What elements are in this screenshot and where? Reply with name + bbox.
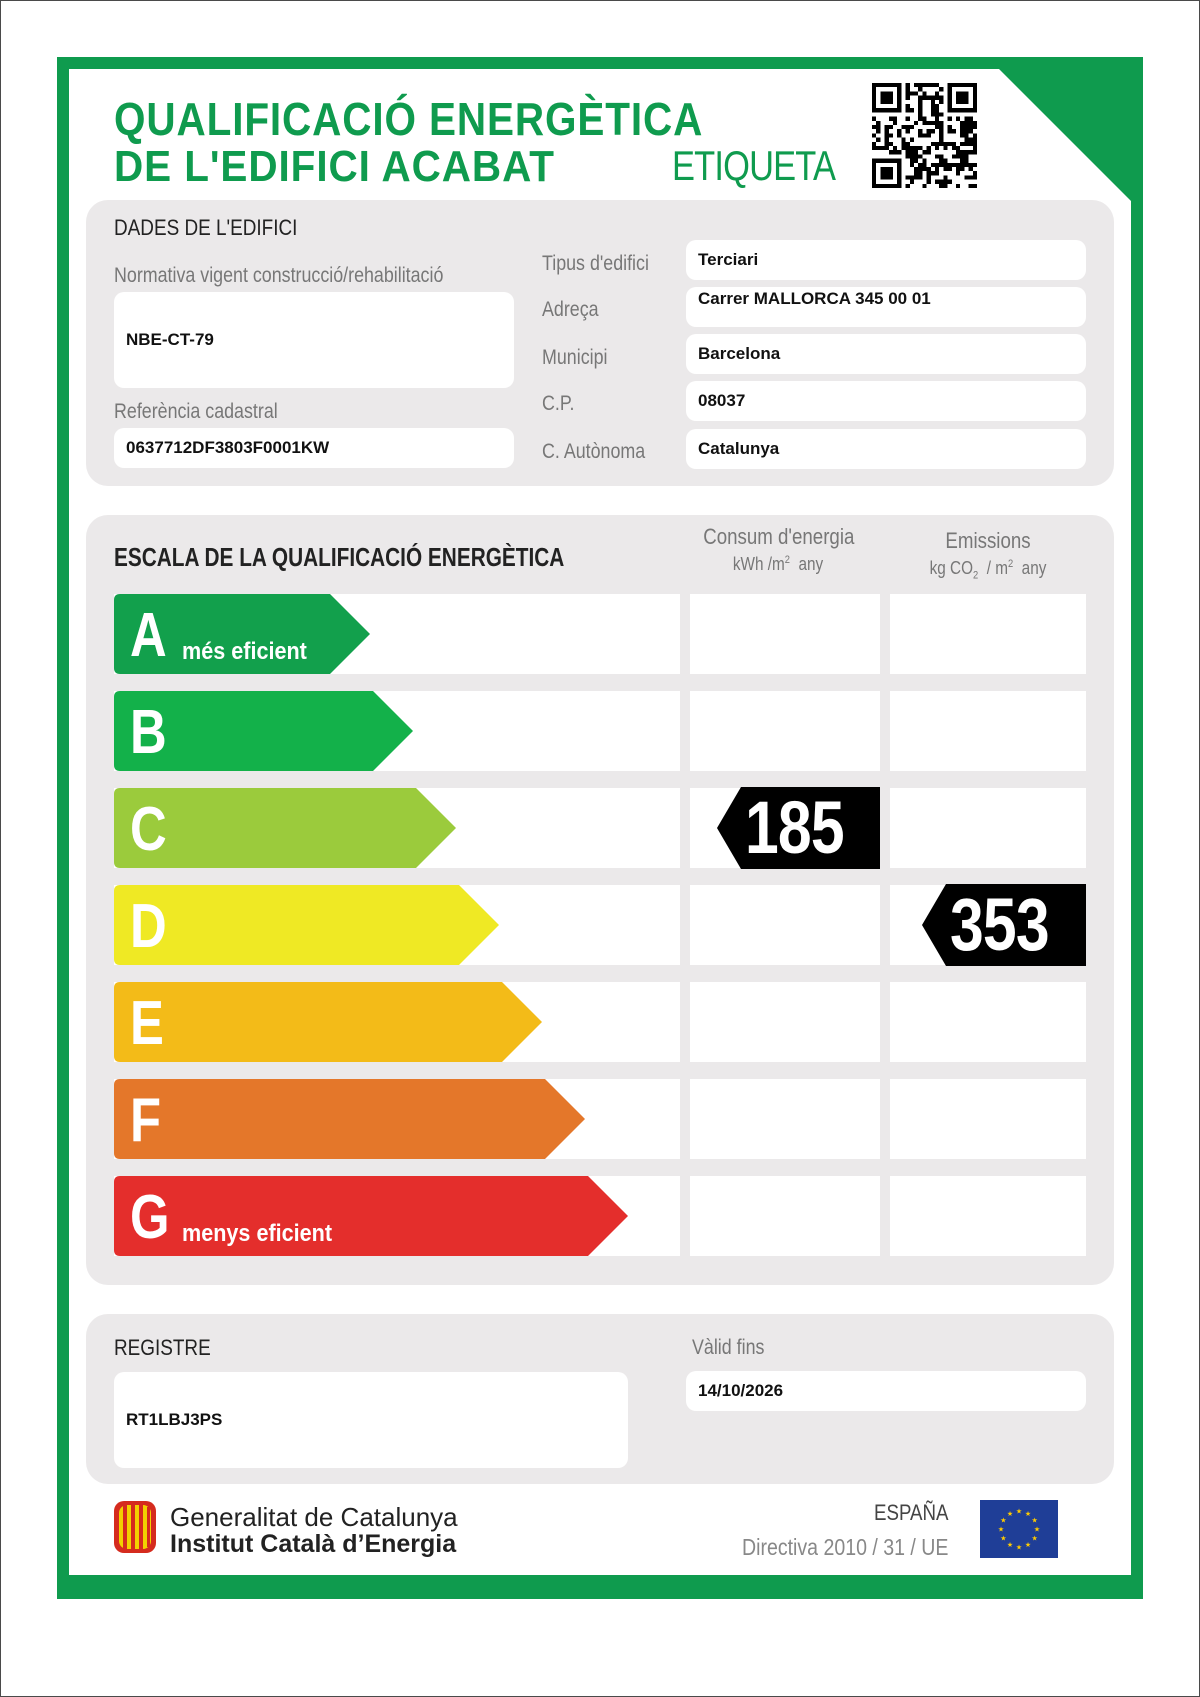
municipi-field: Barcelona [686, 334, 1086, 374]
class-letter-c: C [130, 795, 167, 864]
referencia-label: Referència cadastral [114, 400, 278, 423]
cp-field: 08037 [686, 381, 1086, 421]
svg-text:★: ★ [1006, 1509, 1014, 1518]
emissions-cell-f [890, 1079, 1086, 1159]
class-letter-g: G [130, 1183, 170, 1252]
class-letter-b: B [130, 698, 167, 767]
consum-cell-a [690, 594, 880, 674]
emissions-cell-a [890, 594, 1086, 674]
svg-text:★: ★ [1033, 1525, 1041, 1534]
normativa-field: NBE-CT-79 [114, 292, 514, 388]
scale-title: ESCALA DE LA QUALIFICACIÓ ENERGÈTICA [114, 542, 565, 572]
registre-title: REGISTRE [114, 1335, 211, 1360]
svg-text:★: ★ [1024, 1509, 1032, 1518]
autonoma-field: Catalunya [686, 429, 1086, 469]
class-letter-f: F [130, 1086, 162, 1155]
class-letter-e: E [130, 989, 164, 1058]
emissions-header [890, 528, 1086, 582]
emissions-unit: kg $CO_2 / m^2$ any [929, 558, 1047, 582]
consum-cell-f [690, 1079, 880, 1159]
consum-cell-g [690, 1176, 880, 1256]
consum-cell-e [690, 982, 880, 1062]
class-arrow-e [114, 982, 542, 1062]
class-letter-a: A [130, 601, 167, 670]
emissions-cell-g [890, 1176, 1086, 1256]
consum-header [690, 524, 866, 575]
emissions-cell-b [890, 691, 1086, 771]
title-line1: QUALIFICACIÓ ENERGÈTICA [114, 93, 704, 145]
emissions-value-tag [922, 884, 1086, 966]
municipi-label: Municipi [542, 346, 608, 369]
emissions-header-text: Emissions [945, 528, 1031, 553]
qr-code[interactable] [872, 83, 977, 188]
svg-text:★: ★ [1024, 1541, 1032, 1550]
class-arrow-d [114, 885, 499, 965]
consum-unit: kWh $/m^2$ any [732, 554, 824, 574]
eu-flag-icon [980, 1500, 1058, 1558]
svg-text:★: ★ [997, 1525, 1005, 1534]
tipus-label: Tipus d'edifici [542, 252, 649, 275]
generalitat-text: Generalitat de Catalunya [170, 1502, 458, 1532]
tipus-field: Terciari [686, 240, 1086, 280]
title-line2: DE L'EDIFICI ACABAT [114, 142, 555, 191]
adreca-label: Adreça [542, 298, 599, 321]
valid-field: 14/10/2026 [686, 1371, 1086, 1411]
adreca-field: Carrer MALLORCA 345 00 01 [686, 287, 1086, 327]
valid-label: Vàlid fins [692, 1336, 765, 1359]
emissions-cell-c [890, 788, 1086, 868]
class-caption-a: més eficient [182, 638, 307, 665]
cp-label: C.P. [542, 392, 575, 415]
building-data-title: DADES DE L'EDIFICI [114, 215, 298, 240]
class-arrow-f [114, 1079, 585, 1159]
class-caption-g: menys eficient [182, 1220, 333, 1247]
consum-value-tag-text: 185 [745, 786, 844, 869]
svg-text:★: ★ [1031, 1516, 1038, 1525]
svg-text:★: ★ [1015, 1507, 1023, 1516]
svg-text:★: ★ [1000, 1534, 1007, 1543]
autonoma-label: C. Autònoma [542, 440, 646, 463]
consum-value-tag [717, 787, 880, 869]
etiqueta-label: ETIQUETA [672, 142, 836, 189]
emissions-value-tag-text: 353 [950, 883, 1049, 966]
consum-header-text: Consum d'energia [703, 524, 855, 549]
directive-text: Directiva 2010 / 31 / UE [742, 1534, 949, 1560]
emissions-cell-e [890, 982, 1086, 1062]
generalitat-logo-icon [114, 1501, 156, 1553]
svg-text:★: ★ [1031, 1534, 1038, 1543]
country-text: ESPAÑA [874, 1500, 949, 1525]
normativa-label: Normativa vigent construcció/rehabilitació [114, 264, 444, 287]
svg-text:★: ★ [1015, 1543, 1023, 1552]
institut-text: Institut Català d’Energia [170, 1530, 457, 1558]
consum-cell-b [690, 691, 880, 771]
referencia-field: 0637712DF3803F0001KW [114, 428, 514, 468]
svg-text:★: ★ [1006, 1541, 1014, 1550]
registre-field: RT1LBJ3PS [114, 1372, 628, 1468]
consum-cell-d [690, 885, 880, 965]
svg-text:★: ★ [1000, 1516, 1007, 1525]
class-letter-d: D [130, 892, 167, 961]
